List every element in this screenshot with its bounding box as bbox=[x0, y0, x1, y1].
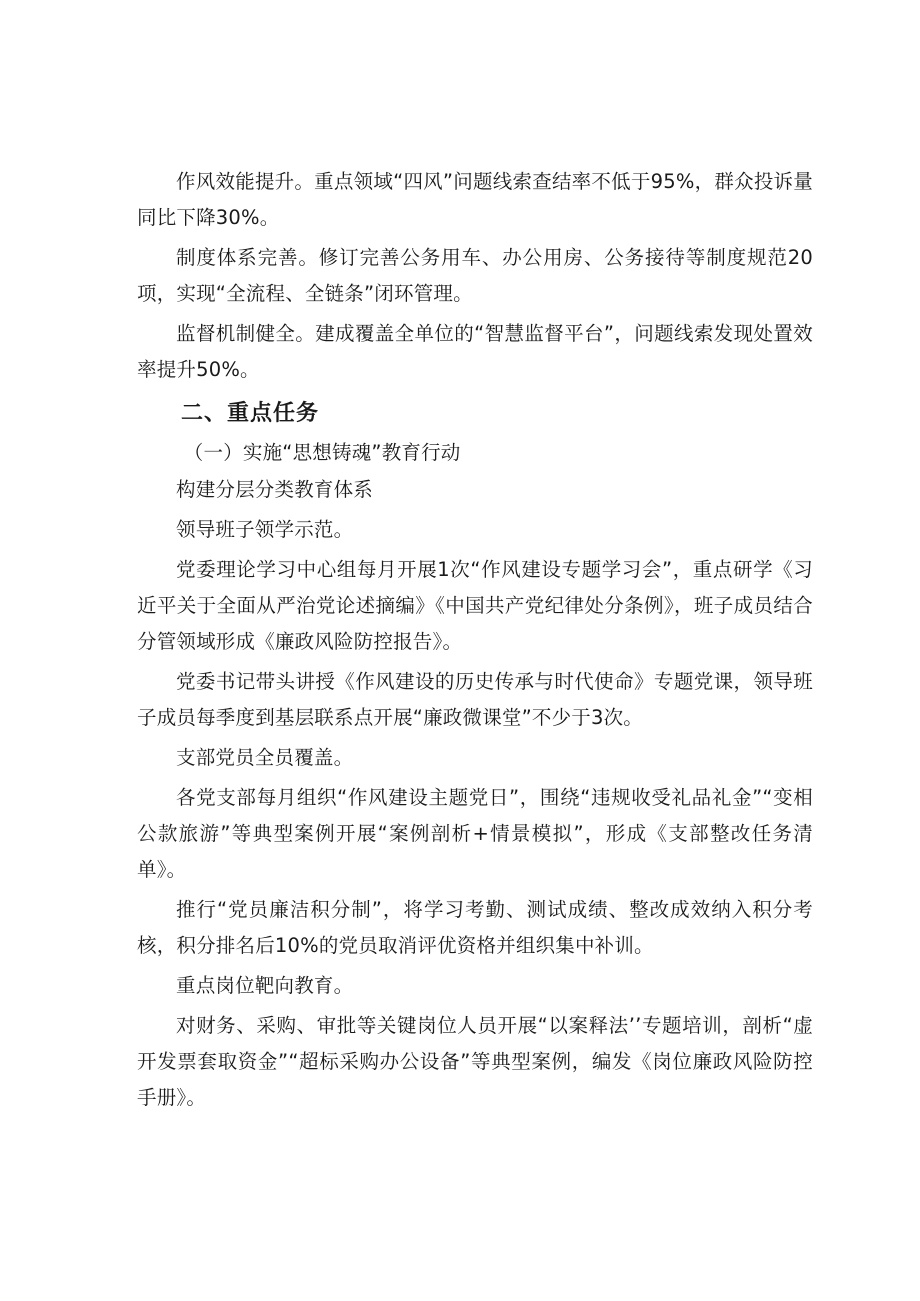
paragraph-key-posts: 重点岗位靶向教育。 bbox=[176, 974, 354, 997]
paragraph-case-training: 对财务、采购、审批等关键岗位人员开展“以案释法’’专题培训，剖析“虚开发票套取资金”“超标采购办公设备”等典型案例，编发《岗位廉政风险防控手册》。 bbox=[137, 1014, 813, 1109]
paragraph-study-group: 党委理论学习中心组每月开展1次“作风建设专题学习会”，重点研学《习近平关于全面从严治党论述摘编》《中国共产党纪律处分条例》，班子成员结合分管领域形成《廉政风险防控报告》。 bbox=[137, 558, 813, 653]
paragraph-education-system: 构建分层分类教育体系 bbox=[176, 478, 374, 501]
subsection-heading: （一）实施“思想铸魂”教育行动 bbox=[183, 441, 461, 464]
paragraph-branch-coverage: 支部党员全员覆盖。 bbox=[176, 746, 354, 769]
paragraph-party-lecture: 党委书记带头讲授《作风建设的历史传承与时代使命》专题党课，领导班子成员每季度到基层联系点开展“廉政微课堂”不少于3次。 bbox=[137, 670, 813, 729]
paragraph-supervision: 监督机制健全。建成覆盖全单位的“智慧监督平台”，问题线索发现处置效率提升50%。 bbox=[137, 322, 813, 381]
document-body bbox=[137, 164, 813, 1116]
section-heading: 二、重点任务 bbox=[181, 401, 320, 426]
paragraph-efficiency: 作风效能提升。重点领域“四风”问题线索查结率不低于95%，群众投诉量同比下降30%。 bbox=[137, 170, 813, 229]
paragraph-leadership: 领导班子领学示范。 bbox=[176, 518, 354, 541]
paragraph-system: 制度体系完善。修订完善公务用车、办公用房、公务接待等制度规范20项，实现“全流程、全链条”闭环管理。 bbox=[137, 246, 813, 305]
paragraph-integrity-points: 推行“党员廉洁积分制”，将学习考勤、测试成绩、整改成效纳入积分考核，积分排名后10%的党员取消评优资格并组织集中补训。 bbox=[137, 898, 813, 957]
paragraph-party-day: 各党支部每月组织“作风建设主题党日”，围绕“违规收受礼品礼金”“变相公款旅游”等典型案例开展“案例剖析+情景模拟”，形成《支部整改任务清单》。 bbox=[137, 786, 813, 881]
